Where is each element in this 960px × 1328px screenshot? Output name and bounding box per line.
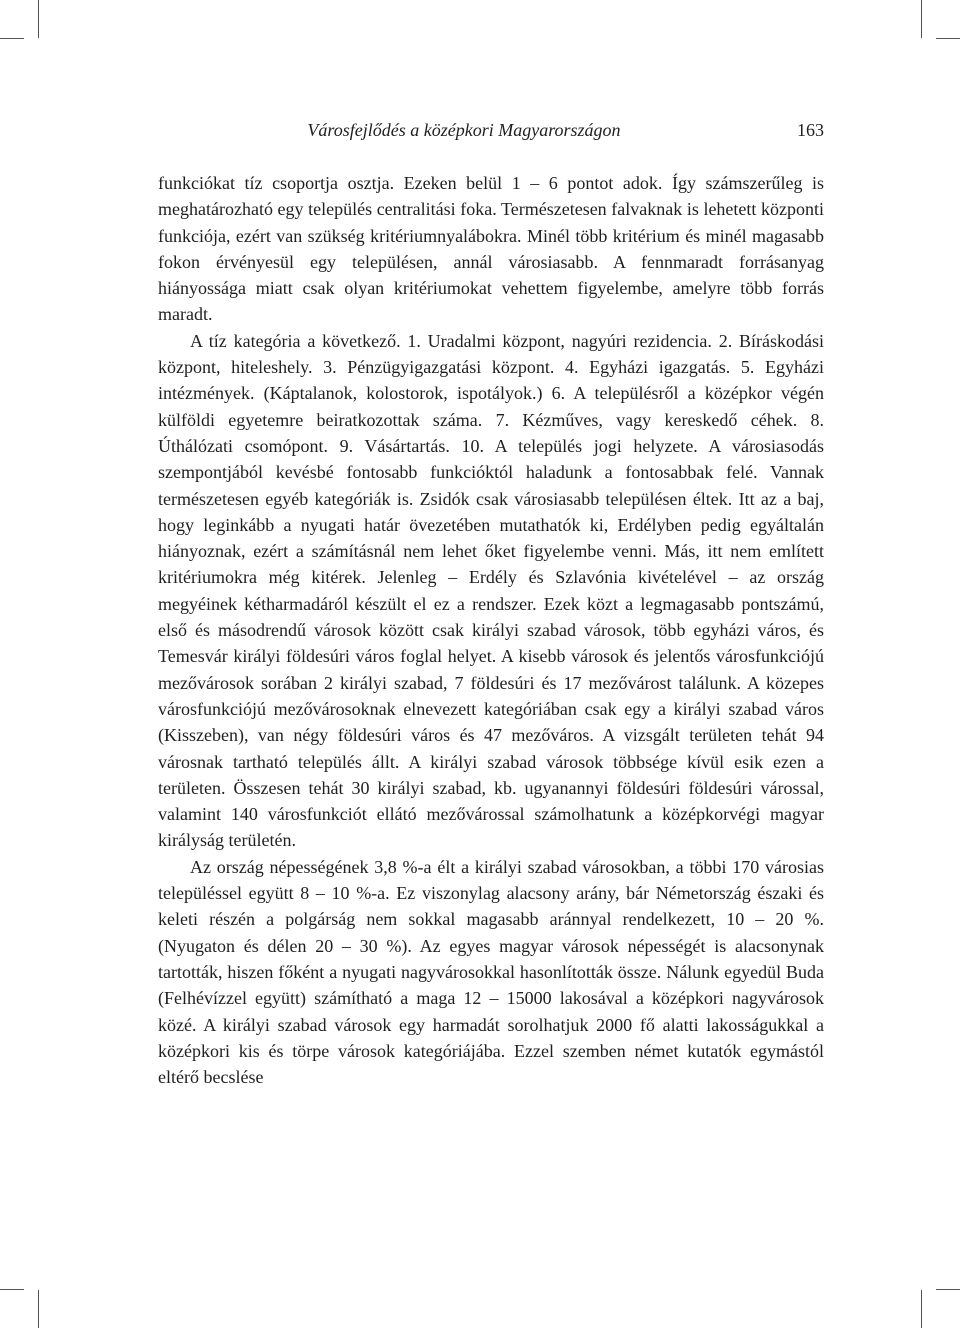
paragraph: A tíz kategória a következő. 1. Uradalmi központ, nagyúri rezidencia. 2. Bíráskodási központ, hiteleshely. 3. Pénzügyigazgatási központ. 4. Egyházi igazgatás. 5. Egyházi intézmények. (Káptalanok, kolostorok, ispotályok.) 6. A településről a középkor végén külföldi egyetemre beiratkozottak száma. 7. Kézműves, vagy kereskedő céhek. 8. Úthálózati csomópont. 9. Vásártartás. 10. A település jogi helyzete. A városiasodás szempontjából kevésbé fontosabb funkcióktól haladunk a fontosabbak felé. Vannak természetesen egyéb kategóriák is. Zsidók csak városiasabb településen éltek. Itt az a baj, hogy leginkább a nyugati határ övezetében mutathatók ki, Erdélyben pedig egyáltalán hiányoznak, ezért a számításnál nem lehet őket figyelembe venni. Más, itt nem említett kritériumokra még kitérek. Jelenleg – Erdély és Szlavónia kivételével – az ország megyéinek kétharmadáról készült el ez a rendszer. Ezek közt a legmagasabb pontszámú, első és másodrendű városok között csak királyi szabad városok, több egyházi város, és Temesvár királyi földesúri város foglal helyet. A kisebb városok és jelentős városfunkciójú mezővárosok sorában 2 királyi szabad, 7 földesúri és 17 mezővárost találunk. A közepes városfunkciójú mezővárosoknak elnevezett kategóriában csak egy a királyi szabad város (Kisszeben), van négy földesúri város és 47 mezőváros. A vizsgált területen tehát 94 városnak tartható település állt. A királyi szabad városok többsége kívül esik ezen a területen. Összesen tehát 30 királyi szabad, kb. ugyanannyi földesúri földesúri várossal, valamint 140 városfunkciót ellátó mezővárossal számolhatunk a középkorvégi magyar királyság területén. (158, 330, 824, 851)
crop-mark (38, 1290, 39, 1328)
paragraph: Az ország népességének 3,8 %-a élt a királyi szabad városokban, a többi 170 városias településsel együtt 8 – 10 %-a. Ez viszonylag alacsony arány, bár Németország északi és keleti részén a polgárság nem sokkal magasabb aránnyal rendelkezett, 10 – 20 %. (Nyugaton és délen 20 – 30 %). Az egyes magyar városok népességét is alacsonynak tartották, hiszen főként a nyugati nagyvárosokkal hasonlították össze. Nálunk egyedül Buda (Felhévízzel együtt) számítható a maga 12 – 15000 lakosával a középkori nagyvárosok közé. A királyi szabad városok egy harmadát sorolhatjuk 2000 fő alatti lakosságukkal a középkori kis és törpe városok kategóriájába. Ezzel szemben német kutatók egymástól eltérő becslése (158, 856, 824, 1088)
crop-mark (936, 1289, 960, 1290)
crop-mark (921, 1290, 922, 1328)
running-title: Városfejlődés a középkori Magyarországon (307, 120, 621, 140)
page-number: 163 (797, 120, 824, 140)
crop-mark (38, 0, 39, 38)
body-text (158, 170, 824, 1090)
paragraph: funkciókat tíz csoportja osztja. Ezeken belül 1 – 6 pontot adok. Így számszerűleg is meghatározható egy település centralitási foka. Természetesen falvaknak is lehetett központi funkciója, ezért van szükség kritériumnyalábokra. Minél több kritérium és minél magasabb fokon érvényesül egy településen, annál városiasabb. A fennmaradt forrásanyag hiányossága miatt csak olyan kritériumokat vehettem figyelembe, amelyre több forrás maradt. (158, 173, 824, 325)
crop-mark (936, 38, 960, 39)
page-header (158, 118, 824, 142)
crop-mark (921, 0, 922, 38)
crop-mark (0, 1289, 24, 1290)
crop-mark (0, 38, 24, 39)
